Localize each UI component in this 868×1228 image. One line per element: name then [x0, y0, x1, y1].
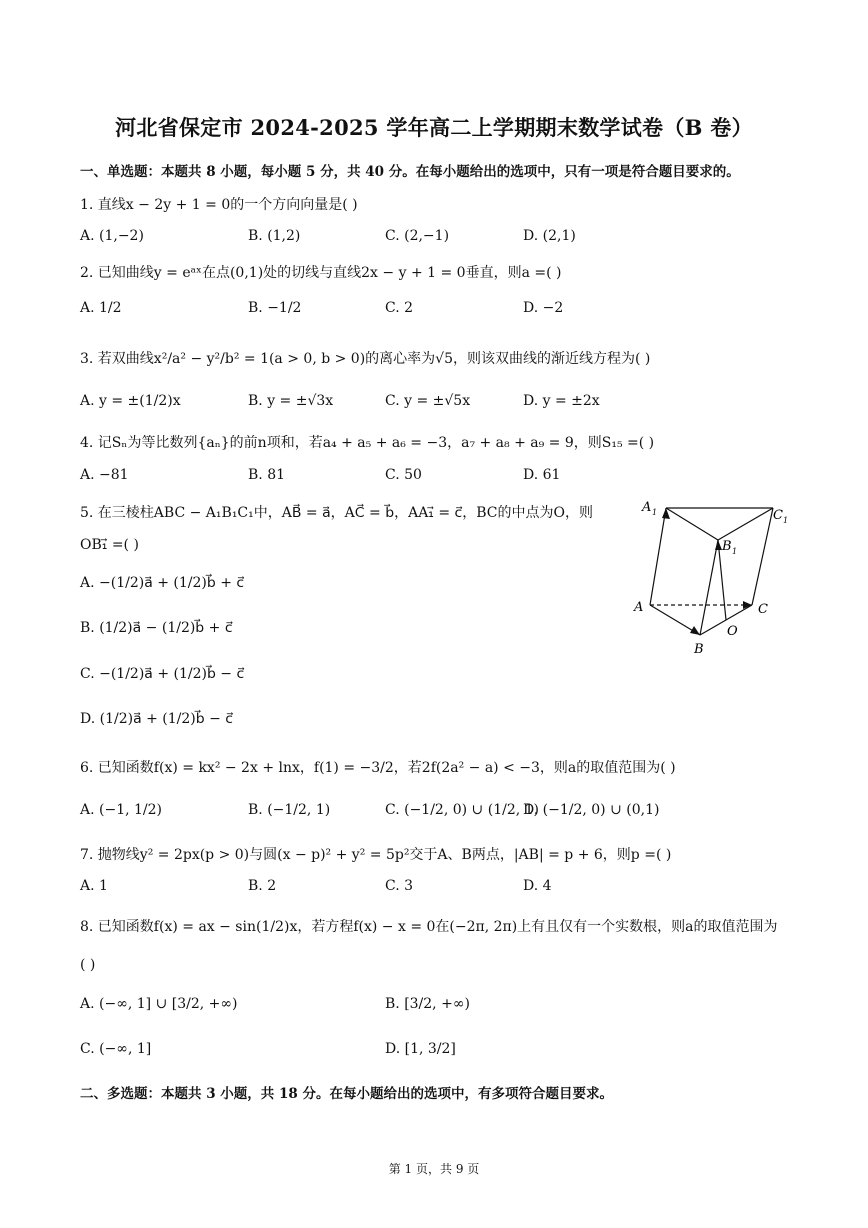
question-5-option-d: D. (1/2)a⃗ + (1/2)b⃗ − c⃗ [80, 711, 233, 727]
question-7-stem: 7. 抛物线y² = 2px(p > 0)与圆(x − p)² + y² = 5p²交于A、B两点，|AB| = p + 6，则p =( ) [80, 847, 672, 863]
option-a: A. 1/2 [80, 300, 122, 316]
option-d: D. (−1/2, 0) ∪ (0,1) [523, 802, 660, 818]
option-a: A. y = ±(1/2)x [80, 393, 181, 409]
question-5-stem: 5. 在三棱柱ABC − A₁B₁C₁中，AB⃗ = a⃗，AC⃗ = b⃗，AA₁⃗ = c⃗，BC的中点为O，则 [80, 505, 593, 521]
label-b1-sub: 1 [732, 547, 738, 556]
page-title: 河北省保定市 2024-2025 学年高二上学期期末数学试卷（B 卷） [115, 115, 753, 140]
label-c1-sub: 1 [783, 516, 789, 525]
label-b1: B [722, 539, 732, 554]
question-2-stem: 2. 已知曲线y = eᵃˣ在点(0,1)处的切线与直线2x − y + 1 = 0垂直，则a =( ) [80, 265, 562, 281]
option-b: B. [3/2, +∞) [385, 996, 470, 1012]
option-b: B. y = ±√3x [248, 393, 334, 409]
option-c: C. (2,−1) [385, 228, 450, 244]
question-4-stem: 4. 记Sₙ为等比数列{aₙ}的前n项和，若a₄ + a₅ + a₆ = −3，a₇ + a₈ + a₉ = 9，则S₁₅ =( ) [80, 435, 655, 451]
question-1-options [80, 228, 800, 252]
option-d: D. (2,1) [523, 228, 576, 244]
question-3-stem: 3. 若双曲线x²/a² − y²/b² = 1(a > 0, b > 0)的离心率为√5，则该双曲线的渐近线方程为( ) [80, 351, 651, 367]
option-a: A. 1 [80, 878, 108, 894]
prism-figure [630, 495, 800, 665]
option-b: B. −1/2 [248, 300, 302, 316]
edge-c-c1 [752, 508, 773, 605]
question-8-options-row-2 [80, 1041, 800, 1065]
option-d: D. −2 [523, 300, 564, 316]
question-6-options [80, 802, 800, 826]
question-5-option-c: C. −(1/2)a⃗ + (1/2)b⃗ − c⃗ [80, 666, 245, 682]
question-5-option-a: A. −(1/2)a⃗ + (1/2)b⃗ + c⃗ [80, 575, 245, 591]
option-a: A. (−∞, 1] ∪ [3/2, +∞) [80, 996, 238, 1012]
question-8-options-row-1 [80, 996, 800, 1020]
question-5-option-b: B. (1/2)a⃗ − (1/2)b⃗ + c⃗ [80, 620, 233, 636]
section-heading-single-choice: 一、单选题：本题共 8 小题，每小题 5 分，共 40 分。在每小题给出的选项中，只有一项是符合题目要求的。 [80, 164, 740, 180]
option-d: D. y = ±2x [523, 393, 600, 409]
option-c: C. y = ±√5x [385, 393, 471, 409]
option-b: B. (1,2) [248, 228, 301, 244]
question-2-options [80, 300, 800, 324]
option-b: B. (−1/2, 1) [248, 802, 331, 818]
option-d: D. [1, 3/2] [385, 1041, 456, 1057]
label-o: O [727, 624, 738, 639]
option-a: A. −81 [80, 467, 129, 483]
option-d: D. 61 [523, 467, 561, 483]
option-d: D. 4 [523, 878, 552, 894]
option-a: A. (−1, 1/2) [80, 802, 163, 818]
question-6-stem: 6. 已知函数f(x) = kx² − 2x + lnx，f(1) = −3/2，若2f(2a² − a) < −3，则a的取值范围为( ) [80, 760, 676, 776]
option-b: B. 2 [248, 878, 277, 894]
option-b: B. 81 [248, 467, 286, 483]
arrowhead-ab [690, 626, 700, 635]
label-c1: C [773, 508, 783, 523]
arrowhead-ob1 [715, 540, 722, 550]
edge-a1-b1 [666, 508, 718, 540]
label-a1-sub: 1 [652, 508, 658, 517]
option-c: C. (−1/2, 0) ∪ (1/2, 1) [385, 802, 539, 818]
question-1-stem: 1. 直线x − 2y + 1 = 0的一个方向向量是( ) [80, 197, 358, 213]
section-heading-multiple-choice: 二、多选题：本题共 3 小题，共 18 分。在每小题给出的选项中，有多项符合题目要求。 [80, 1086, 613, 1102]
question-7-options [80, 878, 800, 902]
edge-b-b1 [700, 540, 718, 635]
label-b: B [694, 642, 704, 657]
label-a: A [634, 600, 644, 615]
edge-a-a1 [650, 508, 666, 605]
option-a: A. (1,−2) [80, 228, 144, 244]
label-c: C [758, 602, 768, 617]
question-3-options [80, 393, 800, 417]
question-8-stem-cont: ( ) [80, 957, 96, 973]
question-5-stem-cont: OB₁⃗ =( ) [80, 537, 139, 553]
option-c: C. 2 [385, 300, 414, 316]
question-4-options [80, 467, 800, 491]
option-c: C. 3 [385, 878, 414, 894]
label-a1: A [642, 500, 652, 515]
page-footer: 第 1 页，共 9 页 [388, 1162, 480, 1176]
option-c: C. (−∞, 1] [80, 1041, 152, 1057]
edge-b1-c1 [718, 508, 773, 540]
option-c: C. 50 [385, 467, 422, 483]
question-8-stem: 8. 已知函数f(x) = ax − sin(1/2)x，若方程f(x) − x = 0在(−2π, 2π)上有且仅有一个实数根，则a的取值范围为 [80, 919, 778, 935]
